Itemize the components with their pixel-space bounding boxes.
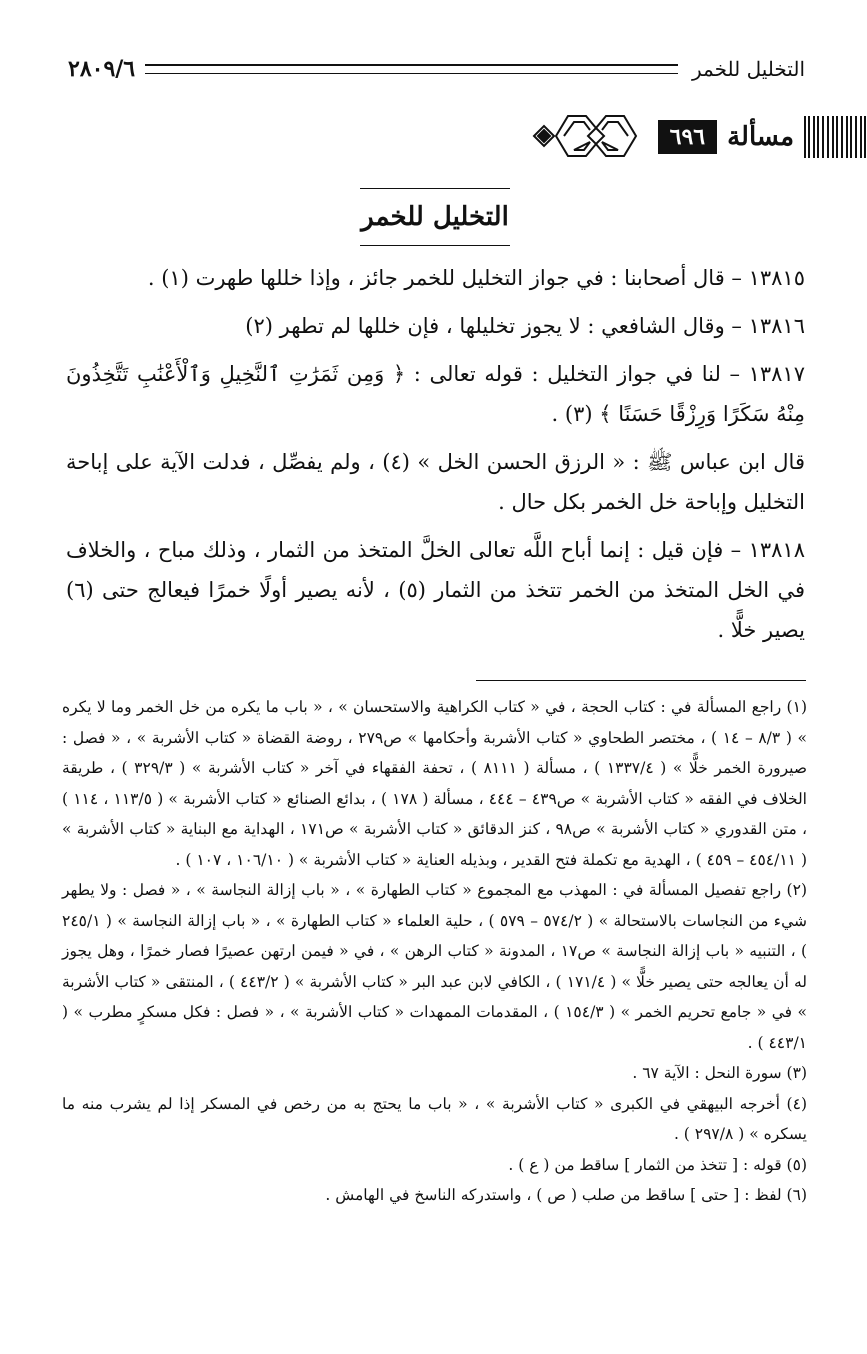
paragraph: ١٣٨١٥ – قال أصحابنا : في جواز التخليل للخمر جائز ، وإذا خللها طهرت (١) . (147, 266, 805, 290)
masala-label: مسألة (727, 122, 794, 152)
footnote-1: (١) راجع المسألة في : كتاب الحجة ، في « كتاب الكراهية والاستحسان » ، « باب ما يكره من خل الخمر وما لا يكره » ( ٨/٣ – ١٤ ) ، مختصر الطحاوي « كتاب الأشربة وأحكامها » ص٢٧٩ ، روضة القضاة « كتاب الأشربة » ، « فصل : صيرورة الخمر خلًّا » ( ١٣٣٧/٤ ) ، مسألة ( ٨١١١ ) ، تحفة الفقهاء في آخر « كتاب الأشربة » ( ٣٢٩/٣ ) ، طريقة الخلاف في الفقه « كتاب الأشربة » ص٤٣٩ – ٤٤٤ ، مسألة ( ١٧٨ ) ، بدائع الصنائع « كتاب الأشربة » ( ١١٣/٥ ، ١١٤ ) ، متن القدوري « كتاب الأشربة » ص٩٨ ، كنز الدقائق « كتاب الأشربة » ص١٧١ ، الهداية مع البناية « كتاب الأشربة » ( ٤٥٤/١١ – ٤٥٩ ) ، الهدية مع تكملة فتح القدير ، وبذيله العناية « كتاب الأشربة » ( ١٠٦/١٠ ، ١٠٧ ) . (62, 698, 808, 869)
footnote-5: (٥) قوله : [ تتخذ من الثمار ] ساقط من ( ع ) . (508, 1155, 807, 1174)
masala-banner (530, 112, 866, 162)
paragraph: ١٣٨١٧ – لنا في جواز التخليل : قوله تعالى : ﴿ وَمِن ثَمَرَٰتِ ٱلنَّخِيلِ وَٱلْأَعْنَٰبِ تَتَّخِذُونَ مِنْهُ سَكَرًا وَرِزْقًا حَسَنًا ﴾ (٣) . (66, 362, 805, 426)
footnote-4: (٤) أخرجه البيهقي في الكبرى « كتاب الأشربة » ، « باب ما يحتج به من رخص في المسكر إذا لم يشرب منه ما يسكره » ( ٢٩٧/٨ ) . (62, 1094, 807, 1143)
footnote-6: (٦) لفظ : [ حتى ] ساقط من صلب ( ص ) ، واستدركه الناسخ في الهامش . (325, 1186, 807, 1204)
page-number: ٢٨٠٩/٦ (68, 56, 136, 82)
header-rule (145, 64, 678, 74)
chapter-title: التخليل للخمر (360, 188, 510, 246)
footnotes (62, 692, 807, 1211)
footnote-divider (476, 680, 806, 681)
paragraph: قال ابن عباس ﷺ : « الرزق الحسن الخل » (٤) ، ولم يفصِّل ، فدلت الآية على إباحة التخليل وإباحة خل الخمر بكل حال . (66, 450, 805, 514)
running-header (68, 52, 805, 86)
running-title: التخليل للخمر (692, 57, 805, 81)
paragraph: ١٣٨١٨ – فإن قيل : إنما أباح اللَّه تعالى الخلَّ المتخذ من الثمار ، وذلك مباح ، والخلاف في الخل المتخذ من الخمر تتخذ من الثمار (٥) ، لأنه يصير أولًا خمرًا فيعالج حتى (٦) يصير خلًّا . (66, 538, 805, 642)
masala-number: ٦٩٦ (658, 120, 717, 154)
footnote-3: (٣) سورة النحل : الآية ٦٧ . (632, 1064, 807, 1082)
footnote-2: (٢) راجع تفصيل المسألة في : المهذب مع المجموع « كتاب الطهارة » ، « باب إزالة النجاسة » ، « فصل : ولا يطهر شيء من النجاسات بالاستحالة » ( ٥٧٤/٢ – ٥٧٩ ) ، حلية العلماء « كتاب الطهارة » ، « باب إزالة النجاسة » ( ٢٤٥/١ ) ، التنبيه « باب إزالة النجاسة » ص١٧ ، المدونة « كتاب الرهن » ، في « فيمن ارتهن عصيرًا فصار خمرًا ، وهل يجوز له أن يعالجه حتى يصير خلًّا » ( ١٧١/٤ ) ، الكافي لابن عبد البر « كتاب الأشربة » ( ٤٤٣/٢ ) ، المنتقى « كتاب الأشربة » في « جامع تحريم الخمر » ( ١٥٤/٣ ) ، المقدمات الممهدات « كتاب الأشربة » ، « فصل : فكل مسكرٍ مطرب » ( ٤٤٣/١ ) . (62, 881, 808, 1052)
paragraph: ١٣٨١٦ – وقال الشافعي : لا يجوز تخليلها ، فإن خللها لم تطهر (٢) (245, 314, 805, 338)
main-text (66, 258, 805, 658)
banner-bars (804, 116, 866, 158)
